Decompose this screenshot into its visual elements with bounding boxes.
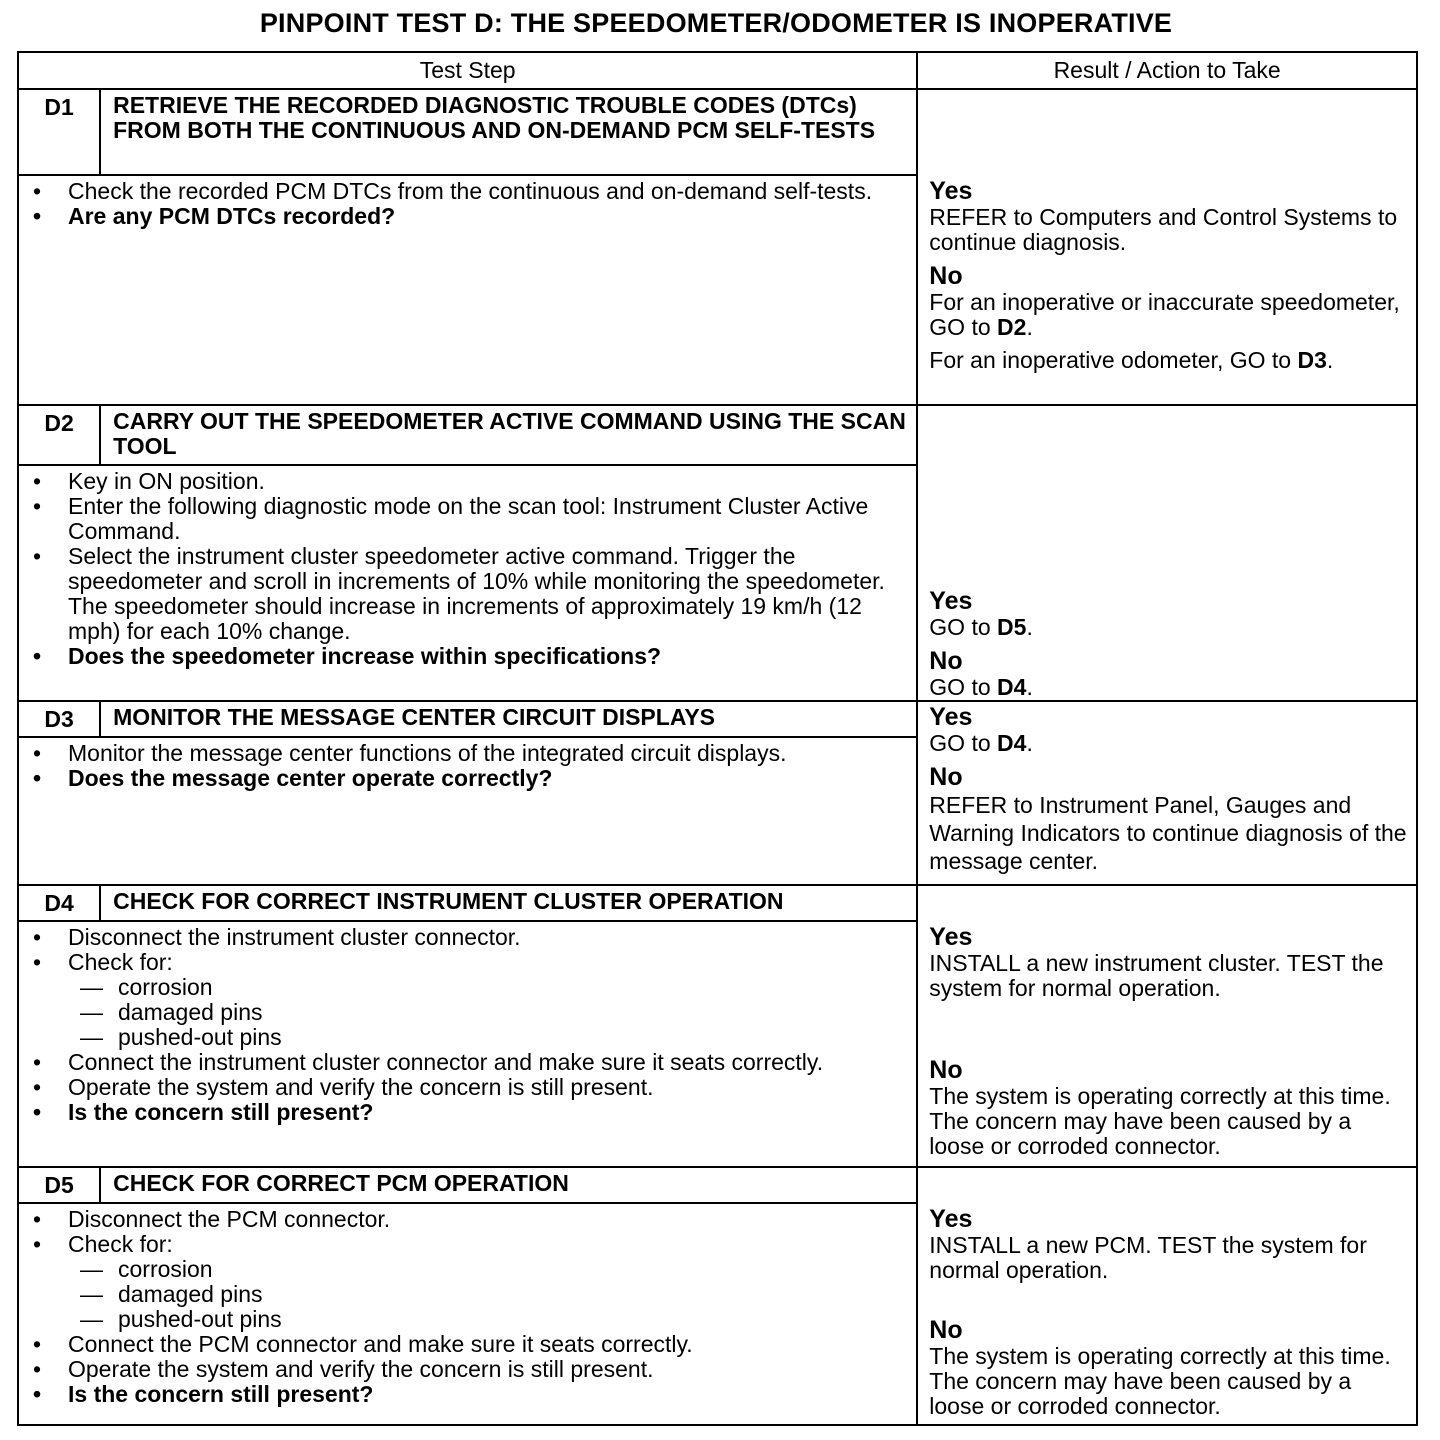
- no-label: No: [929, 1316, 963, 1344]
- list-item: • Enter the following diagnostic mode on the scan tool: Instrument Cluster Active Command.: [31, 494, 906, 544]
- yes-label: Yes: [929, 703, 973, 731]
- step-d2-result: Yes GO to D5. No GO to D4.: [917, 405, 1417, 701]
- step-body: [18, 737, 917, 885]
- step-heading: RETRIEVE THE RECORDED DIAGNOSTIC TROUBLE CODES (DTCs) FROM BOTH THE CONTINUOUS AND ON-DEMAND PCM SELF-TESTS: [100, 89, 917, 175]
- step-id: D1: [18, 89, 100, 175]
- yes-label: Yes: [929, 923, 973, 951]
- ref-d5: D5: [997, 614, 1027, 640]
- step-question: • Does the message center operate correctly?: [31, 766, 906, 791]
- sub-list-item: — damaged pins: [68, 1000, 906, 1025]
- step-d3-heading-row: [18, 701, 1417, 737]
- step-question: • Is the concern still present?: [31, 1382, 906, 1407]
- list-item: • Check the recorded PCM DTCs from the continuous and on-demand self-tests.: [31, 179, 906, 204]
- list-item: • Select the instrument cluster speedometer active command. Trigger the speedometer and scroll in increments of 10% while monitoring the speedometer. The speedometer should increase in increments of approximately 19 km/h (12 mph) for each 10% change.: [31, 544, 906, 644]
- ref-d4: D4: [997, 674, 1027, 700]
- list-item: • Key in ON position.: [31, 469, 906, 494]
- list-item: • Monitor the message center functions of the integrated circuit displays.: [31, 741, 906, 766]
- step-d4-heading-row: [18, 885, 1417, 921]
- pinpoint-test-table: [17, 51, 1418, 1426]
- step-question: • Is the concern still present?: [31, 1100, 906, 1125]
- table-header-row: [18, 52, 1417, 89]
- list-item: • Check for: — corrosion — damaged pins — pushed-out pins: [31, 1232, 906, 1332]
- list-item: • Disconnect the PCM connector.: [31, 1207, 906, 1232]
- sub-list-item: — pushed-out pins: [68, 1025, 906, 1050]
- ref-d3: D3: [1297, 347, 1327, 373]
- step-d5-result: [917, 1167, 1417, 1425]
- list-item: • Operate the system and verify the concern is still present.: [31, 1075, 906, 1100]
- list-item: • Check for: — corrosion — damaged pins — pushed-out pins: [31, 950, 906, 1050]
- no-label: No: [929, 262, 963, 290]
- sub-list-item: — pushed-out pins: [68, 1307, 906, 1332]
- step-body: [18, 465, 917, 701]
- no-text: REFER to Instrument Panel, Gauges and Warning Indicators to continue diagnosis of the message center.: [929, 792, 1407, 874]
- step-d5-heading-row: [18, 1167, 1417, 1203]
- no-text-1: For an inoperative or inaccurate speedometer, GO to D2.: [929, 289, 1400, 340]
- yes-text: INSTALL a new PCM. TEST the system for normal operation.: [929, 1232, 1367, 1283]
- yes-text: REFER to Computers and Control Systems to continue diagnosis.: [929, 204, 1398, 255]
- yes-label: Yes: [929, 587, 973, 615]
- step-d1-result: [917, 89, 1417, 405]
- step-body: [18, 1203, 917, 1425]
- yes-text: GO to: [929, 730, 998, 756]
- ref-d4: D4: [997, 730, 1027, 756]
- step-id: D5: [18, 1167, 100, 1203]
- no-label: No: [929, 763, 963, 791]
- yes-label: Yes: [929, 1205, 973, 1233]
- no-text-2: For an inoperative odometer, GO to D3.: [929, 347, 1334, 373]
- list-item: • Connect the PCM connector and make sure it seats correctly.: [31, 1332, 906, 1357]
- step-body: [18, 175, 917, 405]
- list-item: • Connect the instrument cluster connector and make sure it seats correctly.: [31, 1050, 906, 1075]
- step-d3-result: Yes GO to D4. No REFER to Instrument Panel, Gauges and Warning Indicators to continue diagnosis of the message center.: [917, 701, 1417, 885]
- no-label: No: [929, 1056, 963, 1084]
- step-id: D4: [18, 885, 100, 921]
- yes-text: GO to: [929, 614, 998, 640]
- step-question: • Does the speedometer increase within specifications?: [31, 644, 906, 669]
- step-heading: CARRY OUT THE SPEEDOMETER ACTIVE COMMAND USING THE SCAN TOOL: [100, 405, 917, 465]
- step-id: D2: [18, 405, 100, 465]
- step-heading: MONITOR THE MESSAGE CENTER CIRCUIT DISPLAYS: [100, 701, 917, 737]
- step-d1-heading-row: [18, 89, 1417, 175]
- step-heading: CHECK FOR CORRECT INSTRUMENT CLUSTER OPERATION: [100, 885, 917, 921]
- sub-list-item: — corrosion: [68, 1257, 906, 1282]
- list-item: • Operate the system and verify the concern is still present.: [31, 1357, 906, 1382]
- page-title: PINPOINT TEST D: THE SPEEDOMETER/ODOMETER IS INOPERATIVE: [259, 8, 1173, 38]
- step-id: D3: [18, 701, 100, 737]
- sub-list-item: — corrosion: [68, 975, 906, 1000]
- header-result: Result / Action to Take: [917, 52, 1417, 89]
- step-body: [18, 921, 917, 1167]
- yes-text: INSTALL a new instrument cluster. TEST the system for normal operation.: [929, 950, 1384, 1001]
- step-d2-heading-row: [18, 405, 1417, 465]
- no-text: The system is operating correctly at this time. The concern may have been caused by a loose or corroded connector.: [929, 1083, 1391, 1159]
- header-test-step: Test Step: [18, 52, 917, 89]
- no-label: No: [929, 647, 963, 675]
- step-d4-result: [917, 885, 1417, 1167]
- no-text: GO to: [929, 674, 998, 700]
- step-question: • Are any PCM DTCs recorded?: [31, 204, 906, 229]
- list-item: • Disconnect the instrument cluster connector.: [31, 925, 906, 950]
- ref-d2: D2: [997, 314, 1027, 340]
- yes-label: Yes: [929, 177, 973, 205]
- no-text: The system is operating correctly at this time. The concern may have been caused by a loose or corroded connector.: [929, 1343, 1391, 1419]
- sub-list-item: — damaged pins: [68, 1282, 906, 1307]
- step-heading: CHECK FOR CORRECT PCM OPERATION: [100, 1167, 917, 1203]
